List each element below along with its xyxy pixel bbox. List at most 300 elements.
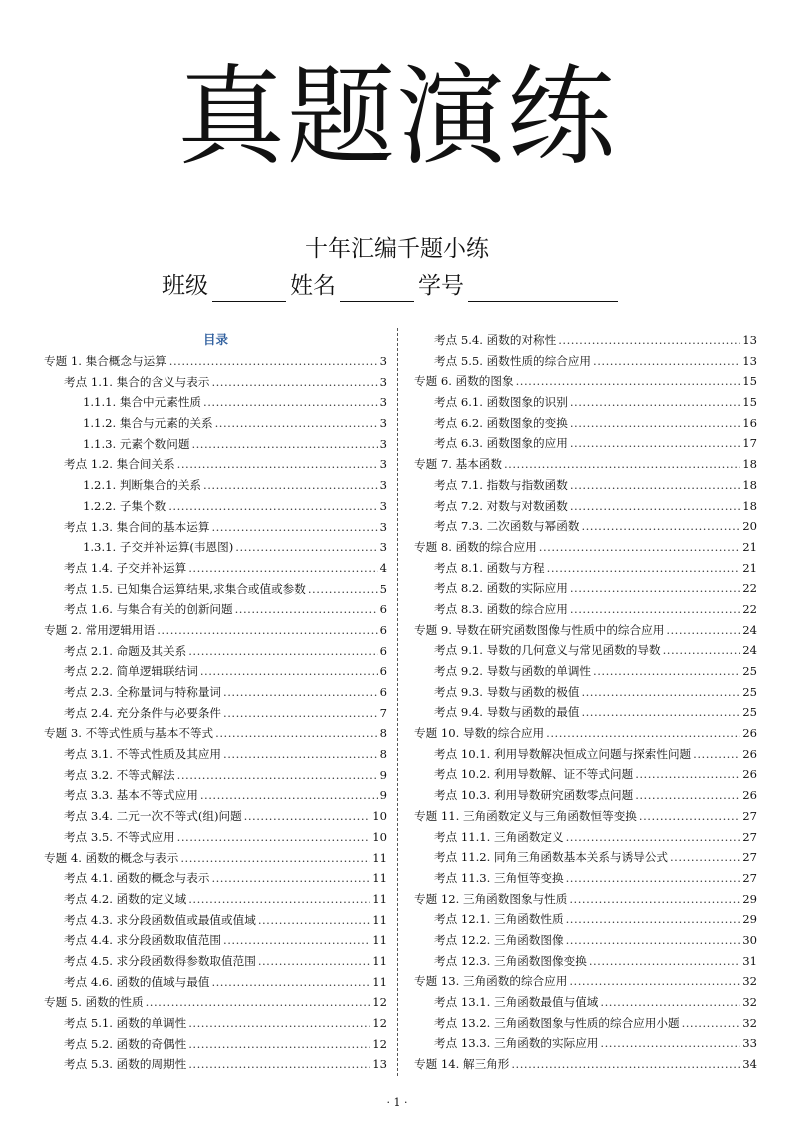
toc-entry-page: 3 [379, 519, 387, 534]
toc-entry-page: 5 [379, 581, 387, 596]
toc-entry-page: 27 [742, 829, 757, 844]
toc-leader-dots [666, 620, 740, 641]
toc-leader-dots [516, 371, 741, 392]
toc-entry[interactable] [414, 702, 757, 723]
toc-entry-page: 13 [372, 1057, 387, 1072]
toc-entry-page: 32 [742, 1015, 757, 1030]
toc-entry-title: 考点 9.4. 导数与函数的最值 [434, 705, 580, 720]
toc-entry-title: 考点 5.4. 函数的对称性 [434, 333, 557, 347]
toc-entry-title: 考点 7.3. 二次函数与幂函数 [434, 519, 580, 534]
toc-entry-title: 1.2.1. 判断集合的关系 [83, 478, 202, 493]
toc-entry[interactable] [414, 1054, 757, 1075]
toc-leader-dots [203, 475, 378, 496]
toc-entry-page: 30 [742, 932, 757, 947]
toc-entry-title: 专题 13. 三角函数的综合应用 [414, 974, 568, 989]
toc-right-list [414, 330, 757, 1075]
toc-entry[interactable] [44, 372, 387, 393]
toc-entry[interactable] [44, 703, 387, 724]
toc-right-column [414, 330, 757, 1075]
toc-entry[interactable] [414, 392, 757, 413]
toc-entry[interactable] [44, 579, 387, 600]
toc-leader-dots [581, 682, 740, 703]
toc-entry[interactable] [44, 785, 387, 806]
toc-entry[interactable] [414, 661, 757, 682]
toc-entry-title: 考点 2.3. 全称量词与特称量词 [64, 685, 222, 699]
toc-entry[interactable] [414, 330, 757, 351]
toc-entry[interactable] [414, 992, 757, 1013]
name-label: 姓名 [290, 273, 336, 299]
toc-entry[interactable] [414, 578, 757, 599]
toc-entry-page: 16 [742, 415, 757, 430]
toc-leader-dots [258, 951, 370, 972]
toc-leader-dots [570, 392, 740, 413]
toc-entry-title: 考点 13.1. 三角函数最值与值域 [434, 995, 599, 1009]
toc-entry[interactable] [44, 1054, 387, 1075]
toc-leader-dots [188, 889, 370, 910]
toc-entry-page: 9 [379, 788, 387, 803]
toc-entry-page: 13 [742, 333, 757, 347]
toc-entry-page: 24 [742, 622, 757, 637]
toc-entry-title: 考点 7.2. 对数与对数函数 [434, 498, 568, 513]
toc-entry[interactable] [44, 992, 387, 1013]
toc-entry[interactable] [44, 351, 387, 372]
toc-leader-dots [635, 785, 740, 806]
toc-entry-page: 22 [742, 581, 757, 596]
toc-leader-dots [211, 972, 370, 993]
toc-entry[interactable] [44, 868, 387, 889]
toc-entry[interactable] [414, 640, 757, 661]
toc-entry-page: 21 [742, 539, 757, 554]
toc-leader-dots [215, 723, 377, 744]
toc-entry-title: 专题 9. 导数在研究函数图像与性质中的综合应用 [414, 622, 665, 637]
toc-leader-dots [570, 496, 740, 517]
toc-entry[interactable] [44, 910, 387, 931]
toc-entry-title: 1.1.1. 集合中元素性质 [83, 395, 202, 410]
toc-entry-title: 专题 11. 三角函数定义与三角函数恒等变换 [414, 808, 637, 823]
toc-entry[interactable] [414, 496, 757, 517]
toc-entry-title: 考点 8.3. 函数的综合应用 [434, 601, 568, 616]
toc-entry[interactable] [414, 475, 757, 496]
toc-leader-dots [558, 330, 740, 351]
toc-entry[interactable] [44, 641, 387, 662]
toc-entry-title: 考点 2.1. 命题及其关系 [64, 643, 187, 658]
toc-entry-page: 7 [379, 705, 387, 720]
toc-entry-title: 1.3.1. 子交并补运算(韦恩图) [83, 540, 234, 555]
toc-entry[interactable] [414, 1013, 757, 1034]
toc-leader-dots [188, 641, 377, 662]
toc-entry-title: 考点 6.1. 函数图象的识别 [434, 395, 568, 410]
toc-entry[interactable] [414, 847, 757, 868]
toc-entry[interactable] [44, 744, 387, 765]
name-blank [340, 275, 414, 302]
toc-leader-dots [635, 764, 740, 785]
toc-entry[interactable] [44, 951, 387, 972]
toc-entry[interactable] [414, 599, 757, 620]
toc-leader-dots [570, 578, 740, 599]
toc-leader-dots [235, 537, 377, 558]
toc-entry[interactable] [414, 806, 757, 827]
toc-entry-page: 12 [372, 995, 387, 1010]
class-label: 班级 [162, 273, 208, 299]
toc-leader-dots [188, 558, 377, 579]
page-title: 真题演练 [176, 55, 617, 180]
toc-leader-dots [235, 599, 378, 620]
toc-entry[interactable] [414, 413, 757, 434]
toc-entry-title: 考点 10.3. 利用导数研究函数零点问题 [434, 788, 634, 803]
toc-entry-page: 26 [742, 767, 757, 782]
toc-entry-title: 考点 4.1. 函数的概念与表示 [64, 871, 210, 886]
toc-entry-title: 考点 8.2. 函数的实际应用 [434, 581, 568, 596]
toc-entry-title: 专题 8. 函数的综合应用 [414, 539, 537, 554]
toc-entry-title: 考点 5.3. 函数的周期性 [64, 1057, 187, 1072]
toc-leader-dots [600, 992, 740, 1013]
toc-leader-dots [308, 579, 378, 600]
toc-leader-dots [581, 702, 740, 723]
toc-entry-title: 考点 12.2. 三角函数图像 [434, 932, 564, 947]
toc-leader-dots [223, 744, 378, 765]
id-blank [468, 275, 618, 302]
student-info-fields [162, 270, 622, 302]
toc-leader-dots [146, 992, 371, 1013]
toc-entry-title: 专题 12. 三角函数图象与性质 [414, 891, 568, 906]
toc-entry[interactable] [414, 433, 757, 454]
toc-entry-page: 3 [379, 540, 387, 555]
toc-entry[interactable] [44, 972, 387, 993]
toc-entry[interactable] [414, 827, 757, 848]
toc-entry-title: 考点 4.5. 求分段函数得参数取值范围 [64, 953, 256, 968]
toc-entry-title: 专题 5. 函数的性质 [44, 995, 144, 1010]
toc-entry[interactable] [44, 475, 387, 496]
toc-entry[interactable] [414, 971, 757, 992]
class-blank [212, 275, 286, 302]
id-label: 学号 [418, 273, 464, 299]
toc-leader-dots [639, 806, 740, 827]
toc-entry-title: 考点 6.3. 函数图象的应用 [434, 436, 568, 451]
toc-entry[interactable] [44, 827, 387, 848]
toc-leader-dots [188, 1034, 370, 1055]
toc-leader-dots [570, 413, 740, 434]
toc-leader-dots [566, 868, 741, 889]
toc-leader-dots [593, 351, 740, 372]
toc-entry-page: 18 [742, 457, 757, 472]
toc-entry-page: 3 [379, 416, 387, 431]
toc-entry-title: 考点 5.2. 函数的奇偶性 [64, 1036, 187, 1051]
toc-left-column [44, 330, 387, 1075]
toc-entry-page: 31 [742, 953, 757, 968]
toc-entry-page: 8 [379, 747, 387, 762]
toc-entry-page: 17 [742, 436, 757, 451]
toc-leader-dots [570, 599, 740, 620]
toc-entry-page: 11 [372, 850, 387, 865]
toc-leader-dots [168, 496, 377, 517]
toc-entry-title: 考点 3.2. 不等式解法 [64, 767, 175, 782]
toc-entry-page: 11 [372, 871, 387, 886]
toc-entry-page: 6 [379, 685, 387, 699]
toc-entry-page: 20 [742, 519, 757, 534]
toc-entry[interactable] [44, 806, 387, 827]
toc-entry-page: 29 [742, 912, 757, 927]
toc-entry-title: 考点 1.3. 集合间的基本运算 [64, 519, 210, 534]
toc-entry-title: 考点 2.2. 简单逻辑联结词 [64, 664, 198, 679]
toc-entry-title: 考点 1.4. 子交并补运算 [64, 560, 187, 575]
toc-leader-dots [200, 785, 378, 806]
toc-entry-page: 11 [372, 912, 387, 927]
toc-entry[interactable] [414, 868, 757, 889]
toc-entry[interactable] [414, 371, 757, 392]
toc-entry-title: 专题 14. 解三角形 [414, 1057, 510, 1072]
toc-entry-page: 29 [742, 891, 757, 906]
toc-leader-dots [180, 848, 370, 869]
toc-entry-title: 考点 12.1. 三角函数性质 [434, 912, 564, 927]
toc-entry-title: 专题 10. 导数的综合应用 [414, 726, 545, 741]
toc-entry[interactable] [414, 909, 757, 930]
toc-entry[interactable] [414, 454, 757, 475]
toc-leader-dots [570, 433, 740, 454]
toc-entry[interactable] [414, 351, 757, 372]
toc-leader-dots [157, 620, 377, 641]
toc-entry-page: 15 [742, 395, 757, 410]
toc-entry-page: 15 [742, 374, 757, 389]
toc-entry-page: 25 [742, 705, 757, 720]
toc-entry-page: 26 [742, 788, 757, 803]
toc-entry-page: 9 [379, 767, 387, 782]
toc-entry-page: 32 [742, 974, 757, 989]
toc-entry-title: 考点 7.1. 指数与指数函数 [434, 477, 568, 492]
toc-entry[interactable] [44, 765, 387, 786]
toc-entry[interactable] [414, 537, 757, 558]
toc-entry[interactable] [44, 682, 387, 703]
toc-entry-page: 13 [742, 353, 757, 368]
toc-entry-page: 11 [372, 953, 387, 968]
page-number: · 1 · [386, 1096, 408, 1109]
toc-entry[interactable] [44, 723, 387, 744]
toc-entry-page: 27 [742, 850, 757, 865]
toc-entry-title: 考点 3.4. 二元一次不等式(组)问题 [64, 809, 242, 824]
toc-leader-dots [539, 537, 740, 558]
toc-entry-title: 考点 10.1. 利用导数解决恒成立问题与探索性问题 [434, 746, 692, 761]
toc-leader-dots [682, 1013, 741, 1034]
toc-leader-dots [589, 951, 740, 972]
toc-entry-title: 专题 2. 常用逻辑用语 [44, 622, 156, 637]
toc-entry-page: 4 [379, 560, 387, 575]
toc-entry-title: 考点 1.5. 已知集合运算结果,求集合或值或参数 [64, 581, 306, 596]
toc-entry-page: 6 [379, 664, 387, 679]
toc-entry-title: 专题 6. 函数的图象 [414, 374, 514, 389]
toc-entry-page: 32 [742, 995, 757, 1009]
toc-entry-title: 考点 5.5. 函数性质的综合应用 [434, 353, 592, 368]
toc-entry-page: 12 [372, 1016, 387, 1030]
toc-entry[interactable] [44, 848, 387, 869]
toc-entry-page: 6 [379, 602, 387, 617]
toc-entry-page: 3 [379, 395, 387, 410]
toc-entry-page: 3 [379, 374, 387, 389]
toc-leader-dots [215, 413, 378, 434]
toc-leader-dots [177, 827, 371, 848]
toc-entry[interactable] [44, 517, 387, 538]
toc-left-list [44, 351, 387, 1075]
toc-entry[interactable] [414, 764, 757, 785]
toc-entry-title: 考点 12.3. 三角函数图像变换 [434, 953, 587, 968]
toc-entry[interactable] [414, 558, 757, 579]
toc-leader-dots [177, 454, 378, 475]
toc-entry[interactable] [414, 889, 757, 910]
toc-entry-title: 考点 3.1. 不等式性质及其应用 [64, 747, 222, 762]
toc-entry-title: 考点 9.2. 导数与函数的单调性 [434, 664, 592, 678]
toc-entry-page: 3 [379, 478, 387, 493]
toc-entry[interactable] [414, 516, 757, 537]
toc-leader-dots [547, 558, 741, 579]
toc-entry-title: 考点 4.4. 求分段函数取值范围 [64, 933, 222, 948]
toc-entry-title: 1.1.2. 集合与元素的关系 [83, 416, 213, 431]
toc-entry-page: 11 [372, 974, 387, 989]
toc-entry-page: 26 [742, 726, 757, 741]
toc-heading: 目录 [202, 332, 228, 347]
toc-entry[interactable] [44, 661, 387, 682]
toc-entry-page: 34 [742, 1057, 757, 1072]
toc-entry[interactable] [44, 1034, 387, 1055]
toc-leader-dots [177, 765, 378, 786]
toc-entry[interactable] [44, 558, 387, 579]
toc-leader-dots [593, 661, 740, 682]
toc-leader-dots [200, 661, 378, 682]
toc-entry-title: 专题 7. 基本函数 [414, 457, 502, 472]
toc-entry-title: 专题 3. 不等式性质与基本不等式 [44, 726, 214, 741]
toc-entry-page: 22 [742, 601, 757, 616]
toc-entry-title: 考点 4.2. 函数的定义域 [64, 891, 187, 906]
column-divider [397, 328, 398, 1076]
toc-entry-title: 考点 4.3. 求分段函数值或最值或值域 [64, 912, 256, 927]
toc-entry-title: 考点 10.2. 利用导数解、证不等式问题 [434, 767, 634, 782]
toc-leader-dots [223, 682, 378, 703]
toc-leader-dots [670, 847, 740, 868]
toc-entry-page: 27 [742, 808, 757, 823]
toc-entry-page: 8 [379, 726, 387, 741]
toc-entry-title: 考点 9.1. 导数的几何意义与常见函数的导数 [434, 643, 661, 658]
toc-entry-title: 考点 9.3. 导数与函数的极值 [434, 684, 580, 699]
toc-leader-dots [581, 516, 740, 537]
toc-entry[interactable] [44, 413, 387, 434]
toc-entry-page: 11 [372, 891, 387, 906]
toc-entry-page: 3 [379, 354, 387, 368]
toc-entry-page: 25 [742, 684, 757, 699]
toc-entry-page: 6 [379, 643, 387, 658]
toc-entry-title: 1.2.2. 子集个数 [83, 498, 167, 513]
toc-entry-page: 10 [372, 829, 387, 844]
toc-leader-dots [211, 372, 377, 393]
toc-entry-title: 专题 1. 集合概念与运算 [44, 354, 167, 368]
toc-leader-dots [244, 806, 371, 827]
toc-entry-page: 24 [742, 643, 757, 658]
toc-leader-dots [211, 868, 370, 889]
toc-leader-dots [600, 1033, 740, 1054]
toc-entry-title: 考点 11.1. 三角函数定义 [434, 829, 564, 844]
toc-entry-title: 考点 3.3. 基本不等式应用 [64, 788, 198, 803]
toc-entry-page: 6 [379, 622, 387, 637]
toc-leader-dots [693, 744, 740, 765]
toc-entry-page: 25 [742, 664, 757, 678]
toc-entry-title: 考点 5.1. 函数的单调性 [64, 1016, 187, 1030]
toc-entry[interactable] [44, 930, 387, 951]
toc-entry[interactable] [44, 889, 387, 910]
toc-entry-page: 3 [379, 436, 387, 451]
toc-entry-page: 18 [742, 477, 757, 492]
toc-entry-title: 考点 1.1. 集合的含义与表示 [64, 374, 210, 389]
toc-entry-page: 10 [372, 809, 387, 824]
toc-entry[interactable] [44, 454, 387, 475]
toc-entry-page: 18 [742, 498, 757, 513]
toc-entry-page: 21 [742, 560, 757, 575]
toc-entry[interactable] [414, 744, 757, 765]
toc-entry-title: 考点 1.6. 与集合有关的创新问题 [64, 602, 233, 617]
toc-entry[interactable] [44, 496, 387, 517]
toc-leader-dots [504, 454, 740, 475]
toc-entry-page: 12 [372, 1036, 387, 1051]
toc-leader-dots [566, 930, 741, 951]
toc-leader-dots [511, 1054, 740, 1075]
toc-leader-dots [169, 351, 378, 372]
toc-entry[interactable] [44, 1013, 387, 1034]
toc-leader-dots [258, 910, 370, 931]
toc-leader-dots [566, 827, 741, 848]
toc-leader-dots [546, 723, 740, 744]
toc-leader-dots [223, 930, 370, 951]
toc-entry[interactable] [44, 599, 387, 620]
toc-entry[interactable] [44, 620, 387, 641]
toc-leader-dots [211, 517, 377, 538]
toc-entry-page: 26 [742, 746, 757, 761]
toc-entry[interactable] [414, 1033, 757, 1054]
toc-entry[interactable] [44, 537, 387, 558]
toc-entry[interactable] [44, 392, 387, 413]
toc-entry-page: 11 [372, 933, 387, 948]
toc-leader-dots [569, 889, 740, 910]
toc-entry-title: 考点 11.2. 同角三角函数基本关系与诱导公式 [434, 850, 668, 865]
toc-entry-title: 考点 1.2. 集合间关系 [64, 457, 175, 472]
toc-entry-title: 考点 6.2. 函数图象的变换 [434, 415, 568, 430]
toc-entry-page: 3 [379, 457, 387, 472]
toc-leader-dots [566, 909, 741, 930]
toc-entry[interactable] [414, 951, 757, 972]
toc-entry-title: 考点 2.4. 充分条件与必要条件 [64, 705, 222, 720]
toc-entry[interactable] [414, 723, 757, 744]
toc-leader-dots [570, 475, 740, 496]
page-subtitle: 十年汇编千题小练 [305, 236, 489, 262]
toc-entry-title: 考点 4.6. 函数的值域与最值 [64, 974, 210, 989]
toc-entry[interactable] [414, 930, 757, 951]
toc-entry-page: 3 [379, 498, 387, 513]
toc-entry[interactable] [414, 682, 757, 703]
toc-entry[interactable] [414, 620, 757, 641]
toc-entry-title: 专题 4. 函数的概念与表示 [44, 850, 179, 865]
toc-leader-dots [223, 703, 378, 724]
toc-entry[interactable] [414, 785, 757, 806]
toc-leader-dots [663, 640, 741, 661]
toc-leader-dots [569, 971, 740, 992]
toc-leader-dots [191, 434, 377, 455]
toc-entry-title: 考点 13.2. 三角函数图象与性质的综合应用小题 [434, 1015, 680, 1030]
toc-entry-title: 1.1.3. 元素个数问题 [83, 436, 190, 451]
toc-leader-dots [203, 392, 378, 413]
toc-entry-title: 考点 3.5. 不等式应用 [64, 829, 175, 844]
toc-entry-title: 考点 11.3. 三角恒等变换 [434, 870, 564, 885]
toc-entry-page: 33 [742, 1036, 757, 1051]
toc-entry[interactable] [44, 434, 387, 455]
toc-entry-page: 27 [742, 870, 757, 885]
toc-leader-dots [188, 1054, 370, 1075]
toc-entry-title: 考点 13.3. 三角函数的实际应用 [434, 1036, 599, 1051]
toc-entry-title: 考点 8.1. 函数与方程 [434, 560, 545, 575]
toc-leader-dots [188, 1013, 370, 1034]
